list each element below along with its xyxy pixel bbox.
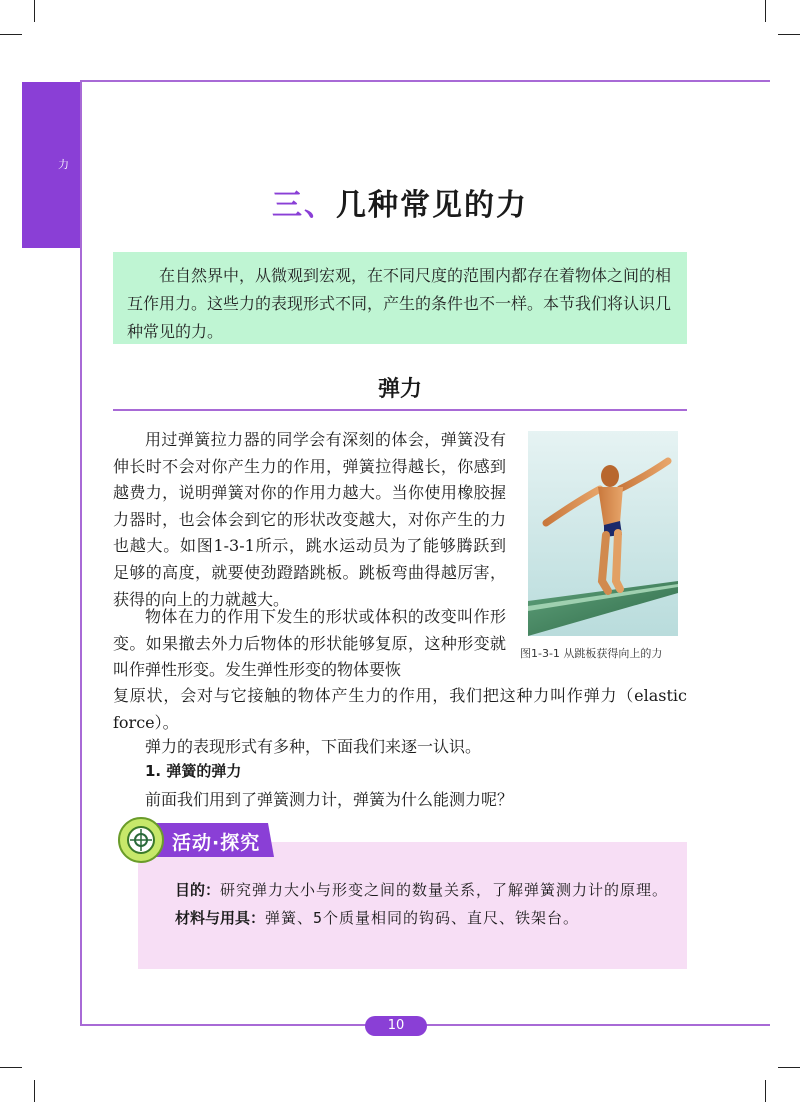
paragraph-4: 前面我们用到了弹簧测力计，弹簧为什么能测力呢？ [145,790,514,809]
section-divider [113,409,687,411]
purpose-text: 研究弹力大小与形变之间的数量关系，了解弹簧测力计的原理。 [220,881,669,899]
materials-label: 材料与用具： [175,909,266,927]
activity-materials [145,904,673,932]
diver-photo [528,431,678,636]
crop-mark [778,1067,800,1068]
crop-mark [765,0,766,22]
activity-content [145,876,673,932]
crop-mark [778,34,800,35]
crop-mark [0,1067,22,1068]
page-number: 10 [365,1016,427,1036]
activity-title: 活动·探究 [172,832,261,854]
activity-purpose [145,876,673,904]
crop-mark [765,1080,766,1102]
crop-mark [0,34,22,35]
materials-text: 弹簧、5个质量相同的钩码、直尺、铁架台。 [265,909,580,927]
page-title [0,180,800,224]
paragraph-1: 用过弹簧拉力器的同学会有深刻的体会，弹簧没有伸长时不会对你产生力的作用，弹簧拉得越长，你感到越费力，说明弹簧对你的作用力越大。当你使用橡胶握力器时，也会体会到它的形状改变越大，对你产生的力也越大。如图1-3-1所示，跳水运动员为了能够腾跃到足够的高度，就要使劲蹬踏跳板。跳板弯曲得越厉害，获得的向上的力就越大。 [113,430,506,609]
frame-top-line [80,80,770,82]
title-number: 三、 [272,188,336,223]
purpose-label: 目的： [175,881,221,899]
paragraph-3: 弹力的表现形式有多种，下面我们来逐一认识。 [145,737,482,756]
paragraph-2-part-1: 物体在力的作用下发生的形状或体积的改变叫作形变。如果撤去外力后物体的形状能够复原，这种形变就叫作弹性形变。发生弹性形变的物体要恢 [113,607,506,680]
section-heading: 弹力 [377,377,422,402]
crop-mark [34,1080,35,1102]
figure-caption: 图1-3-1 从跳板获得向上的力 [520,647,663,660]
intro-box: 在自然界中，从微观到宏观，在不同尺度的范围内都存在着物体之间的相互作用力。这些力的表现形式不同，产生的条件也不一样。本节我们将认识几种常见的力。 [113,252,687,344]
paragraph-2-part-2: 复原状，会对与它接触的物体产生力的作用，我们把这种力叫作弹力（elastic force）。 [113,686,687,732]
crop-mark [34,0,35,22]
subheading-spring-force: 1. 弹簧的弹力 [145,762,242,780]
title-text: 几种常见的力 [336,188,528,223]
side-tab-label: 力 [58,158,69,171]
